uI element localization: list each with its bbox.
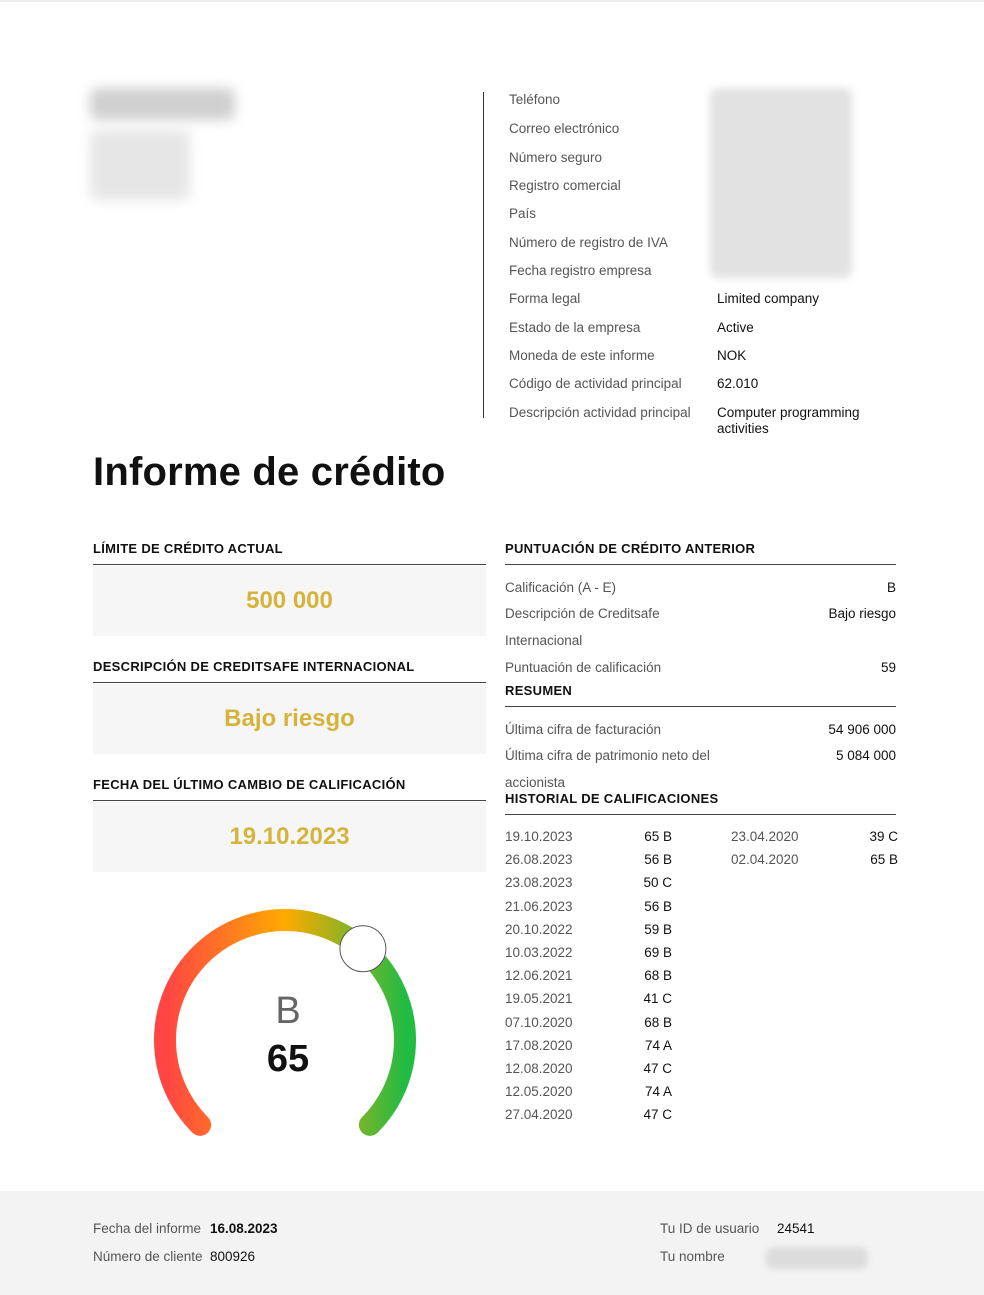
info-label-legal-form: Forma legal	[509, 291, 581, 306]
info-label-reg-date: Fecha registro empresa	[509, 263, 652, 278]
history-score: 39 C	[869, 829, 898, 844]
prev-rating-value: B	[886, 580, 896, 595]
credit-limit-heading: LÍMITE DE CRÉDITO ACTUAL	[93, 541, 283, 556]
info-label-email: Correo electrónico	[509, 121, 620, 136]
credit-limit-rule	[93, 564, 486, 565]
credit-limit-value: 500 000	[246, 587, 333, 614]
info-label-vat: Número de registro de IVA	[509, 235, 668, 250]
history-heading: HISTORIAL DE CALIFICACIONES	[505, 791, 719, 806]
user-id-label: Tu ID de usuario	[660, 1221, 760, 1236]
history-score: 68 B	[644, 968, 672, 984]
creditsafe-desc-box	[93, 684, 486, 754]
history-score: 47 C	[643, 1061, 672, 1076]
history-score: 74 A	[644, 1037, 672, 1053]
client-number-value: 800926	[210, 1249, 256, 1264]
client-number-label: Número de cliente	[93, 1249, 203, 1264]
redacted-user-name	[766, 1247, 868, 1269]
prev-desc-label: Descripción de Creditsafe	[505, 606, 660, 621]
turnover-label: Última cifra de facturación	[505, 722, 662, 737]
history-score: 50 C	[643, 875, 672, 891]
info-label-activity-code: Código de actividad principal	[509, 376, 682, 391]
credit-limit-box	[93, 566, 486, 636]
info-value-company-status: Active	[717, 320, 754, 335]
info-value-activity-desc: Computer programming activities	[717, 405, 860, 436]
prev-rating-label: Calificación (A - E)	[505, 580, 617, 595]
gauge-score: 65	[266, 1038, 310, 1080]
history-date: 19.05.2021	[505, 991, 573, 1007]
history-date: 26.08.2023	[505, 852, 573, 868]
history-date: 02.04.2020	[731, 852, 799, 868]
history-date: 23.04.2020	[731, 829, 799, 844]
history-date: 10.03.2022	[505, 945, 573, 960]
history-date: 17.08.2020	[505, 1037, 573, 1053]
last-change-value: 19.10.2023	[229, 823, 350, 850]
gauge-letter: B	[275, 990, 301, 1032]
history-score: 59 B	[644, 921, 672, 937]
page-title: Informe de crédito	[93, 450, 446, 494]
redacted-info-values	[710, 88, 852, 278]
user-name-label: Tu nombre	[660, 1249, 725, 1264]
prev-desc-label-2: Internacional	[505, 633, 583, 648]
summary-rule	[505, 706, 896, 707]
info-label-country: País	[509, 206, 537, 221]
history-score: 68 B	[644, 1014, 672, 1030]
info-value-currency: NOK	[717, 348, 747, 363]
history-score: 65 B	[870, 852, 898, 868]
prev-score-value: 59	[880, 660, 896, 675]
history-date: 12.08.2020	[505, 1061, 573, 1076]
last-change-box	[93, 802, 486, 872]
prev-score-label: Puntuación de calificación	[505, 660, 662, 675]
info-label-activity-desc: Descripción actividad principal	[509, 405, 691, 420]
creditsafe-desc-rule	[93, 682, 486, 683]
history-score: 69 B	[644, 945, 672, 960]
history-score: 74 A	[644, 1084, 672, 1100]
history-date: 07.10.2020	[505, 1014, 573, 1030]
info-label-commercial-register: Registro comercial	[509, 178, 621, 193]
history-score: 41 C	[643, 991, 672, 1007]
history-date: 12.05.2020	[505, 1084, 573, 1100]
last-change-rule	[93, 800, 486, 801]
user-id-value: 24541	[777, 1221, 815, 1236]
equity-label: Última cifra de patrimonio neto del	[505, 748, 710, 763]
last-change-heading: FECHA DEL ÚLTIMO CAMBIO DE CALIFICACIÓN	[93, 777, 406, 792]
history-date: 20.10.2022	[505, 921, 573, 937]
prev-desc-value: Bajo riesgo	[828, 606, 896, 621]
previous-score-heading: PUNTUACIÓN DE CRÉDITO ANTERIOR	[505, 541, 756, 556]
info-label-currency: Moneda de este informe	[509, 348, 655, 363]
info-label-safe-number: Número seguro	[509, 150, 603, 165]
history-score: 56 B	[644, 852, 672, 868]
report-date-value: 16.08.2023	[210, 1221, 278, 1236]
equity-label-2: accionista	[505, 775, 566, 790]
history-score: 56 B	[644, 898, 672, 914]
top-border	[0, 0, 984, 2]
turnover-value: 54 906 000	[828, 722, 896, 737]
report-date-label: Fecha del informe	[93, 1221, 202, 1236]
info-value-legal-form: Limited company	[717, 291, 820, 306]
info-divider	[483, 92, 484, 418]
history-date: 21.06.2023	[505, 898, 573, 914]
footer	[0, 1191, 984, 1295]
history-date: 19.10.2023	[505, 829, 573, 844]
history-score: 65 B	[644, 829, 672, 844]
previous-score-rule	[505, 564, 896, 565]
history-date: 27.04.2020	[505, 1107, 573, 1123]
history-date: 23.08.2023	[505, 875, 573, 891]
redacted-company-name	[90, 88, 235, 120]
info-label-phone: Teléfono	[509, 92, 561, 107]
history-date: 12.06.2021	[505, 968, 573, 984]
creditsafe-desc-value: Bajo riesgo	[224, 705, 355, 732]
history-score: 47 C	[643, 1107, 672, 1123]
equity-value: 5 084 000	[835, 748, 896, 763]
creditsafe-desc-heading: DESCRIPCIÓN DE CREDITSAFE INTERNACIONAL	[93, 659, 415, 674]
redacted-company-address	[90, 130, 190, 200]
info-label-company-status: Estado de la empresa	[509, 320, 641, 335]
gauge-knob	[340, 926, 386, 972]
summary-heading: RESUMEN	[505, 683, 573, 698]
info-value-activity-code: 62.010	[717, 376, 759, 391]
history-rule	[505, 814, 896, 815]
